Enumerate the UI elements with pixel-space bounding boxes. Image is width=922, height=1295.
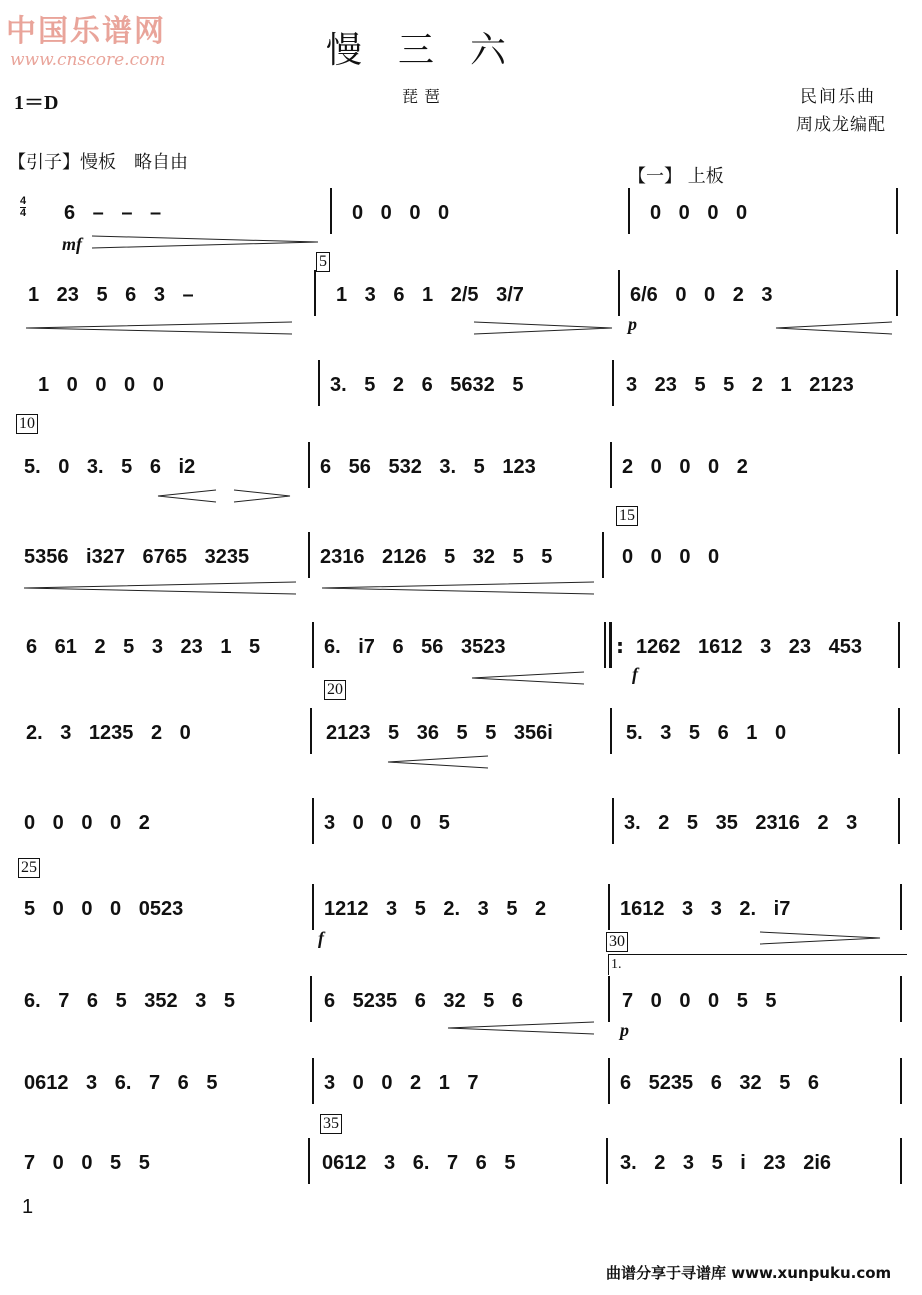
section-label-intro: 【引子】慢板 略自由 xyxy=(8,152,188,173)
footer-credit[interactable]: 曲谱分享于寻谱库 www.xunpuku.com xyxy=(606,1264,892,1282)
crescendo-hairpin xyxy=(158,490,216,502)
crescendo-hairpin xyxy=(776,322,892,334)
measure-number: 30 xyxy=(606,932,628,952)
arranger-credit: 周成龙编配 xyxy=(796,115,886,135)
piece-source: 民间乐曲 xyxy=(800,87,876,107)
time-signature-top: 4 xyxy=(20,195,27,207)
measure: 5. 0 3. 5 6 i2 xyxy=(24,456,196,478)
crescendo-hairpin xyxy=(322,582,594,594)
measure: 7 0 0 5 5 xyxy=(24,1152,150,1174)
measure: 6 5235 6 32 5 6 xyxy=(620,1072,820,1094)
measure: 0 0 0 0 xyxy=(622,546,720,568)
measure: 2. 3 1235 2 0 xyxy=(26,722,191,744)
measure: 3. 2 3 5 i 23 2i6 xyxy=(620,1152,831,1174)
measure: 6 5235 6 32 5 6 xyxy=(324,990,524,1012)
watermark-site-name: 中国乐谱网 xyxy=(6,14,166,49)
crescendo-hairpin xyxy=(472,672,584,684)
measure-number: 20 xyxy=(324,680,346,700)
repeat-dots: : xyxy=(616,634,624,658)
crescendo-hairpin xyxy=(26,322,292,334)
measure: 1 3 6 1 2/5 3/7 xyxy=(336,284,524,306)
decrescendo-hairpin xyxy=(474,322,612,334)
volta-label: 1. xyxy=(611,957,622,972)
measure: 3 0 0 0 5 xyxy=(324,812,450,834)
measure: 6 – – – xyxy=(64,202,162,224)
measure: 0 0 0 0 xyxy=(352,202,450,224)
measure-number: 15 xyxy=(616,506,638,526)
measure: 1262 1612 3 23 453 xyxy=(636,636,862,658)
measure: 6 61 2 5 3 23 1 5 xyxy=(26,636,261,658)
time-signature-bottom: 4 xyxy=(20,207,27,219)
measure-number: 5 xyxy=(316,252,330,272)
measure: 6 56 532 3. 5 123 xyxy=(320,456,536,478)
watermark-url[interactable]: www.cnscore.com xyxy=(10,50,166,70)
measure: 2123 5 36 5 5 356i xyxy=(326,722,553,744)
measure: 3. 5 2 6 5632 5 xyxy=(330,374,524,396)
dynamic-marking: f xyxy=(318,928,324,948)
measure: 1612 3 3 2. i7 xyxy=(620,898,791,920)
crescendo-hairpin xyxy=(448,1022,594,1034)
measure: 6. i7 6 56 3523 xyxy=(324,636,506,658)
measure: 0612 3 6. 7 6 5 xyxy=(24,1072,218,1094)
measure-number: 10 xyxy=(16,414,38,434)
section-label-one: 【一】 上板 xyxy=(628,166,724,187)
decrescendo-hairpin xyxy=(760,932,880,944)
measure: 6/6 0 0 2 3 xyxy=(630,284,773,306)
dynamic-marking: f xyxy=(632,664,638,684)
dynamic-marking: mf xyxy=(62,234,82,254)
measure: 1 23 5 6 3 – xyxy=(28,284,194,306)
measure-number: 25 xyxy=(18,858,40,878)
measure: 5356 i327 6765 3235 xyxy=(24,546,250,568)
dynamic-marking: p xyxy=(620,1020,629,1040)
measure: 5 0 0 0 0523 xyxy=(24,898,184,920)
measure: 2 0 0 0 2 xyxy=(622,456,748,478)
measure: 3 23 5 5 2 1 2123 xyxy=(626,374,854,396)
measure: 2316 2126 5 32 5 5 xyxy=(320,546,553,568)
measure: 6. 7 6 5 352 3 5 xyxy=(24,990,236,1012)
decrescendo-hairpin xyxy=(234,490,290,502)
measure: 0612 3 6. 7 6 5 xyxy=(322,1152,516,1174)
measure: 5. 3 5 6 1 0 xyxy=(626,722,787,744)
measure: 1 0 0 0 0 xyxy=(38,374,164,396)
page-number: 1 xyxy=(22,1196,34,1218)
measure: 0 0 0 0 xyxy=(650,202,748,224)
crescendo-hairpin xyxy=(388,756,488,768)
crescendo-hairpin xyxy=(24,582,296,594)
key-signature: 1＝D xyxy=(14,92,59,114)
measure: 3. 2 5 35 2316 2 3 xyxy=(624,812,858,834)
measure: 3 0 0 2 1 7 xyxy=(324,1072,479,1094)
measure: 1212 3 5 2. 3 5 2 xyxy=(324,898,547,920)
measure: 7 0 0 0 5 5 xyxy=(622,990,777,1012)
decrescendo-hairpin xyxy=(92,236,318,248)
measure-number: 35 xyxy=(320,1114,342,1134)
dynamic-marking: p xyxy=(628,314,637,334)
measure: 0 0 0 0 2 xyxy=(24,812,150,834)
score-title: 慢三六 xyxy=(326,30,543,71)
instrument-name: 琵琶 xyxy=(402,87,447,106)
